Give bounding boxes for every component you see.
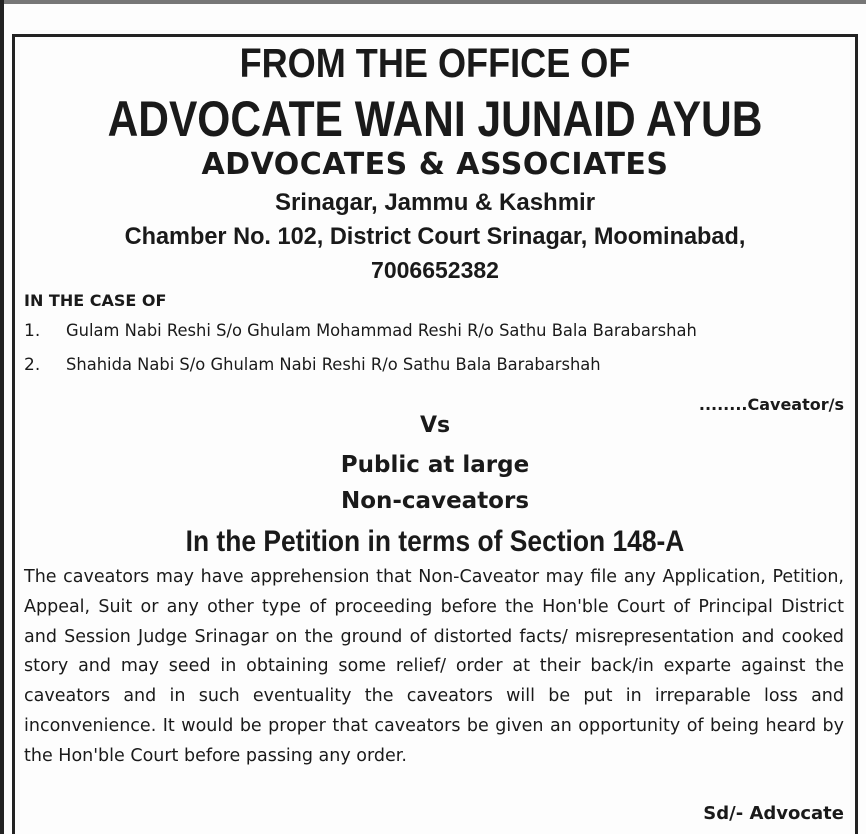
phone-number: 7006652382: [371, 257, 499, 283]
party-item: [24, 318, 723, 344]
case-label: IN THE CASE OF: [24, 291, 167, 310]
party-text: Gulam Nabi Reshi S/o Ghulam Mohammad Reshi R/o Sathu Bala Barabarshah: [66, 321, 697, 341]
top-rule: [0, 0, 866, 4]
office-line: FROM THE OFFICE OF: [239, 40, 631, 86]
petition-body: The caveators may have apprehension that Non-Caveator may file any Application, Petition, Appeal, Suit or any other type of proceeding before the Hon'ble Court of Principal District and Session Judge Srinagar on the ground of distorted facts/ misrepresentation and cooked story and may seed in obtaining some relief/ order at their back/in exparte against the caveators and in such eventuality the caveators will be put in irreparable loss and inconvenience. It would be proper that caveators be given an opportunity of being heard by the Hon'ble Court before passing any order.: [24, 567, 844, 766]
party-item: [24, 352, 623, 378]
firm-name: ADVOCATES & ASSOCIATES: [201, 147, 669, 182]
chamber-address: Chamber No. 102, District Court Srinagar, Moominabad,: [124, 223, 746, 250]
versus-label: Vs: [419, 413, 451, 438]
party-number: 2.: [24, 355, 41, 375]
city-line: Srinagar, Jammu & Kashmir: [274, 189, 596, 216]
left-edge-shadow: [0, 0, 4, 834]
signature: Sd/- Advocate: [703, 803, 844, 824]
party-text: Shahida Nabi S/o Ghulam Nabi Reshi R/o Sathu Bala Barabarshah: [66, 355, 601, 375]
party-number: 1.: [24, 321, 41, 341]
advocate-name: ADVOCATE WANI JUNAID AYUB: [107, 91, 763, 147]
petition-heading: In the Petition in terms of Section 148-A: [185, 525, 685, 558]
respondent-public: Public at large: [340, 452, 530, 478]
caveator-tag: ........Caveator/s: [698, 395, 844, 414]
respondent-non-caveators: Non-caveators: [340, 488, 530, 514]
